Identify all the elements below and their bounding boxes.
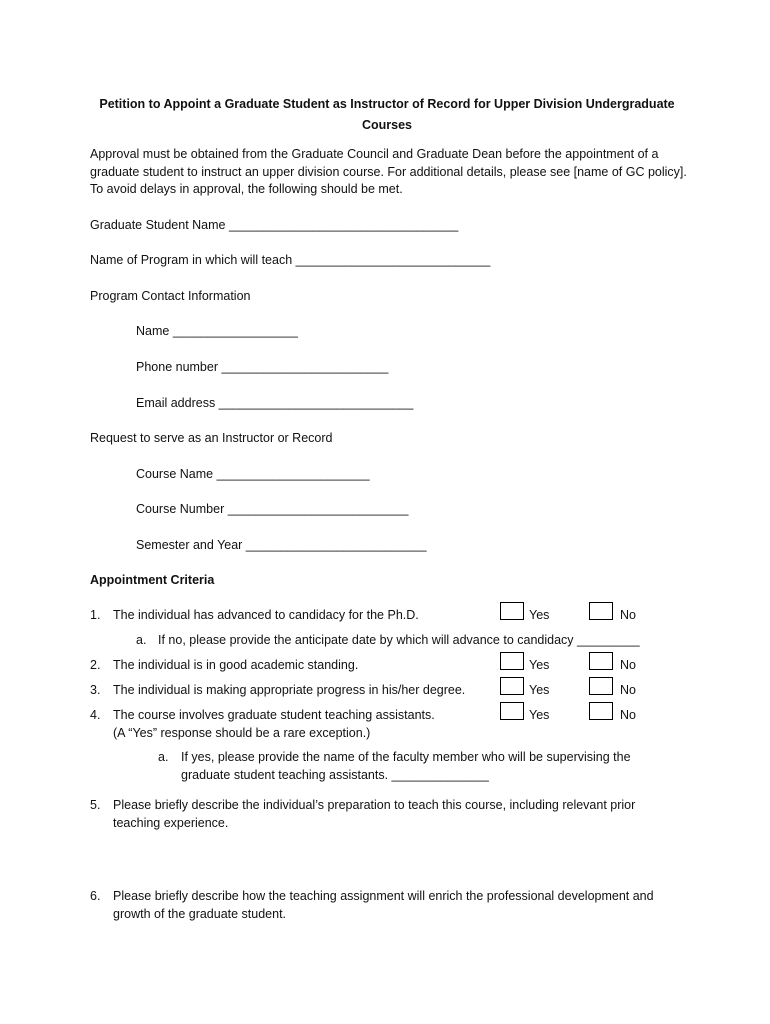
criterion-note: (A “Yes” response should be a rare exception.) bbox=[113, 726, 371, 740]
criterion-text: The individual is in good academic standing. bbox=[113, 658, 359, 672]
form-title: Petition to Appoint a Graduate Student as Instructor of Record for Upper Division Undergraduate Courses bbox=[99, 97, 675, 132]
criterion-4a-text[interactable]: If yes, please provide the name of the faculty member who will be supervising the graduate student teaching assistants. ______________ bbox=[181, 750, 631, 782]
criterion-3-no-checkbox[interactable] bbox=[589, 677, 613, 695]
question-number: 5. bbox=[90, 798, 101, 812]
criterion-number: 3. bbox=[90, 683, 101, 697]
criterion-3-yes-checkbox[interactable] bbox=[500, 677, 524, 695]
criteria-heading: Appointment Criteria bbox=[90, 573, 215, 587]
criterion-number: 1. bbox=[90, 608, 101, 622]
student-name-field[interactable]: Graduate Student Name _________________________________ bbox=[90, 218, 459, 232]
program-name-field[interactable]: Name of Program in which will teach ____________________________ bbox=[90, 253, 491, 267]
criterion-number: 4. bbox=[90, 708, 101, 722]
no-label: No bbox=[620, 658, 636, 672]
question-text: Please briefly describe how the teaching assignment will enrich the professional development and growth of the graduate student. bbox=[113, 889, 654, 921]
yes-label: Yes bbox=[529, 658, 550, 672]
yes-label: Yes bbox=[529, 608, 550, 622]
no-label: No bbox=[620, 608, 636, 622]
course-name-field[interactable]: Course Name ______________________ bbox=[136, 467, 370, 481]
no-label: No bbox=[620, 708, 636, 722]
course-number-field[interactable]: Course Number __________________________ bbox=[136, 502, 409, 516]
program-contact-label: Program Contact Information bbox=[90, 289, 251, 303]
criterion-text: The individual is making appropriate progress in his/her degree. bbox=[113, 683, 466, 697]
question-text: Please briefly describe the individual’s preparation to teach this course, including relevant prior teaching experience. bbox=[113, 798, 636, 830]
question-number: 6. bbox=[90, 889, 101, 903]
no-label: No bbox=[620, 683, 636, 697]
criterion-2-no-checkbox[interactable] bbox=[589, 652, 613, 670]
criterion-text: The individual has advanced to candidacy for the Ph.D. bbox=[113, 608, 419, 622]
criterion-2-yes-checkbox[interactable] bbox=[500, 652, 524, 670]
criterion-1a-text[interactable]: If no, please provide the anticipate date by which will advance to candidacy _________ bbox=[158, 633, 640, 647]
contact-email-field[interactable]: Email address ____________________________ bbox=[136, 396, 414, 410]
yes-label: Yes bbox=[529, 683, 550, 697]
semester-year-field[interactable]: Semester and Year __________________________ bbox=[136, 538, 427, 552]
sub-item-letter: a. bbox=[158, 750, 169, 764]
request-label: Request to serve as an Instructor or Record bbox=[90, 431, 333, 445]
contact-name-field[interactable]: Name __________________ bbox=[136, 324, 298, 338]
sub-item-letter: a. bbox=[136, 633, 147, 647]
contact-phone-field[interactable]: Phone number ________________________ bbox=[136, 360, 389, 374]
criterion-number: 2. bbox=[90, 658, 101, 672]
criterion-4-no-checkbox[interactable] bbox=[589, 702, 613, 720]
criterion-4-yes-checkbox[interactable] bbox=[500, 702, 524, 720]
yes-label: Yes bbox=[529, 708, 550, 722]
intro-paragraph: Approval must be obtained from the Graduate Council and Graduate Dean before the appointment of a graduate student to instruct an upper division course. For additional details, please see [name of GC policy]. To avoid delays in approval, the following should be met. bbox=[90, 147, 687, 196]
criterion-1-yes-checkbox[interactable] bbox=[500, 602, 524, 620]
criterion-1-no-checkbox[interactable] bbox=[589, 602, 613, 620]
criterion-text: The course involves graduate student teaching assistants. bbox=[113, 708, 435, 722]
